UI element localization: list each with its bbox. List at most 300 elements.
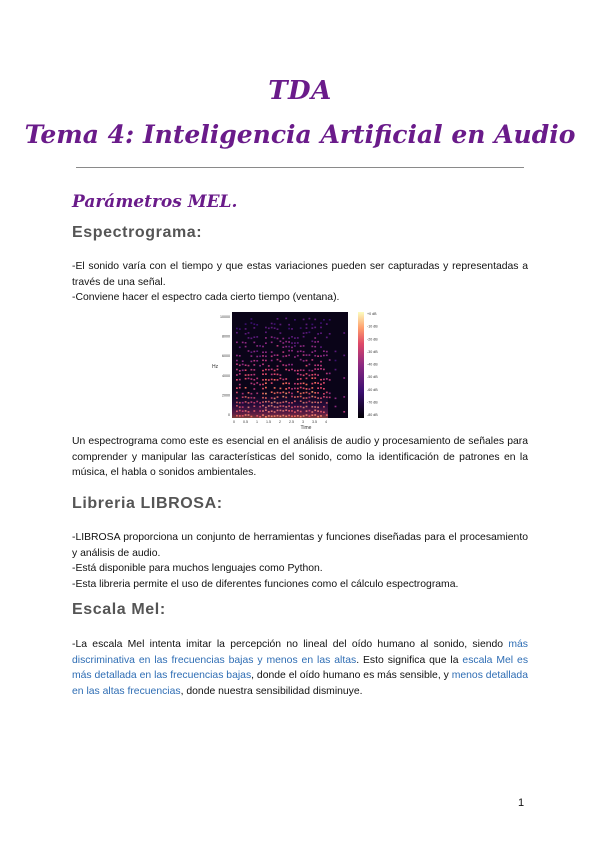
x-tick-label: 1.5 <box>266 420 271 424</box>
spectrogram-cell <box>236 328 238 330</box>
spectrogram-cell <box>280 378 282 380</box>
spectrogram-cell <box>282 364 284 366</box>
spectrogram-cell <box>314 382 316 384</box>
spectrogram-cell <box>282 351 284 353</box>
spectrogram-cell <box>274 379 276 381</box>
spectrogram-cell <box>285 382 287 384</box>
spectrogram-cell <box>300 359 302 361</box>
spectrogram-cell <box>239 370 241 372</box>
spectrogram-cell <box>326 323 328 325</box>
x-tick-label: 1 <box>256 420 258 424</box>
section-title: Parámetros MEL. <box>72 192 238 212</box>
spectrogram-cell <box>282 379 284 381</box>
x-tick-label: 4 <box>325 420 327 424</box>
spectrogram-cell <box>288 350 290 352</box>
y-tick-label: 2000 <box>222 393 230 398</box>
spectrogram-cell <box>311 359 313 361</box>
spectrogram-cell <box>297 355 299 357</box>
spectrogram-cell <box>245 342 247 344</box>
spectrogram-cell <box>262 373 264 375</box>
colorbar-tick-label: -80 dB <box>367 413 378 417</box>
spectrogram-cell <box>306 360 308 362</box>
spectrogram-cell <box>253 342 255 344</box>
x-axis-label: Time <box>300 425 312 430</box>
spectrogram-cell <box>268 365 270 367</box>
spectrogram-cell <box>288 370 290 372</box>
spectrogram-cell <box>236 360 238 362</box>
spectrogram-cell <box>320 379 322 381</box>
spectrogram-cell <box>245 323 247 325</box>
spectrogram-cell <box>335 406 337 408</box>
spectrogram-cell <box>300 374 302 376</box>
spectrogram-cell <box>335 369 337 371</box>
spectrogram-cell <box>314 374 316 376</box>
spectrogram-cell <box>320 365 322 367</box>
spectrogram-cell <box>311 383 313 385</box>
spectrogram-cell <box>282 356 284 358</box>
spectrogram-cell <box>277 354 279 356</box>
spectrogram-cell <box>256 324 258 326</box>
spectrogram-cell <box>303 345 305 347</box>
spectrogram-cell <box>303 383 305 385</box>
spectrogram-cell <box>288 346 290 348</box>
spectrogram-cell <box>314 341 316 343</box>
spectrogram-cell <box>253 374 255 376</box>
spectrogram-cell <box>248 337 250 339</box>
colorbar-tick-labels <box>367 312 378 417</box>
spectrogram-cell <box>314 337 316 339</box>
spectrogram-cell <box>343 332 345 334</box>
spectrogram-cell <box>256 356 258 358</box>
mel-paragraph <box>72 637 528 699</box>
spectrogram-cell <box>303 351 305 353</box>
spectrogram-cell <box>306 354 308 356</box>
spectrogram-cell <box>291 350 293 352</box>
spectrogram-cell <box>242 342 244 344</box>
spectrogram-cell <box>251 351 253 353</box>
spectrogram-cell <box>311 341 313 343</box>
spectrogram-cell <box>335 398 337 400</box>
spectrogram-cell <box>277 374 279 376</box>
spectrogram-cell <box>251 318 253 320</box>
x-tick-label: 0.5 <box>243 420 248 424</box>
spectrogram-cell <box>294 356 296 358</box>
spectrogram-cell <box>335 351 337 353</box>
spectrogram-cell <box>306 365 308 367</box>
colorbar-tick-label: -70 dB <box>367 400 378 405</box>
colorbar-tick-label: -40 dB <box>367 362 378 367</box>
spectrogram-cell <box>236 342 238 344</box>
spectrogram-cell <box>251 383 253 385</box>
spectrogram-cell <box>256 360 258 362</box>
spectrogram-cell <box>329 319 331 321</box>
spectrogram-cell <box>300 378 302 380</box>
spectrogram-cell <box>251 378 253 380</box>
spectrogram-cell <box>303 336 305 338</box>
spectrogram-cell <box>271 351 273 353</box>
spectrogram-cell <box>309 370 311 372</box>
spectrogram-figure <box>208 310 404 430</box>
spectrogram-cell <box>271 327 273 329</box>
spectrogram-cell <box>285 341 287 343</box>
spectrogram-cell <box>239 365 241 367</box>
spectrogram-cell <box>326 373 328 375</box>
y-tick-label: 0 <box>228 413 230 417</box>
spectrogram-cell <box>239 373 241 375</box>
spectrogram-cell <box>343 355 345 357</box>
spectrogram-cell <box>309 318 311 320</box>
spectrogram-cell <box>251 322 253 324</box>
spectrogram-cell <box>253 336 255 338</box>
spectrogram-cell <box>256 350 258 352</box>
mel-text-3: , donde el oído humano es más sensible, y <box>251 670 452 681</box>
spectrogram-cell <box>236 374 238 376</box>
spectrogram-cell <box>288 324 290 326</box>
spectrogram-cell <box>280 324 282 326</box>
spectrogram-cell <box>265 332 267 334</box>
spectrogram-cell <box>303 332 305 334</box>
spectrogram-cell <box>297 342 299 344</box>
mel-text-4: , donde nuestra sensibilidad disminuye. <box>180 685 363 697</box>
spectrogram-cell <box>285 365 287 367</box>
spectrogram-cell <box>265 360 267 362</box>
spectrogram-cell <box>277 345 279 347</box>
spectrogram-cell <box>265 379 267 381</box>
y-tick-labels <box>220 315 230 417</box>
spectrogram-cell <box>303 319 305 321</box>
spectrogram-cell <box>323 369 325 371</box>
spectrogram-cell <box>253 360 255 362</box>
spectrogram-cell <box>317 374 319 376</box>
spectrogram-cell <box>274 337 276 339</box>
spectrogram-cell <box>265 342 267 344</box>
spectrogram-cell <box>262 379 264 381</box>
spectrogram-cell <box>271 382 273 384</box>
spectrogram-cell <box>236 379 238 381</box>
spectrogram-cell <box>311 327 313 329</box>
spectrogram-cell <box>288 364 290 366</box>
spectrogram-cell <box>294 383 296 385</box>
spectrogram-cell <box>294 370 296 372</box>
spectrogram-cell <box>268 379 270 381</box>
spectrogram-cell <box>265 373 267 375</box>
spectrogram-cell <box>303 354 305 356</box>
document-title: TDA <box>268 76 332 106</box>
spectrogram-cell <box>306 324 308 326</box>
y-tick-label: 10000 <box>220 315 230 319</box>
spectrogram-cell <box>285 355 287 357</box>
espectrograma-caption: Un espectrograma como este es esencial en el análisis de audio y procesamiento de señales para comprender y manipular las características del sonido, como la identificación de patrones en la música, el habla o sonidos ambientales. <box>72 436 528 478</box>
spectrogram-cell <box>320 384 322 386</box>
spectrogram-cell <box>294 319 296 321</box>
spectrogram-cell <box>274 354 276 356</box>
spectrogram-cell <box>311 351 313 353</box>
spectrogram-cell <box>239 379 241 381</box>
spectrogram-cell <box>317 382 319 384</box>
spectrogram-cell <box>311 324 313 326</box>
mel-highlight-1: más discriminativa en las frecuencias bajas y menos en las altas <box>72 639 528 666</box>
spectrogram-cell <box>256 336 258 338</box>
spectrogram-cell <box>268 328 270 330</box>
spectrogram-cell <box>271 374 273 376</box>
spectrogram-cell <box>245 364 247 366</box>
spectrogram-cell <box>271 356 273 358</box>
header-divider <box>76 167 524 168</box>
spectrogram-cell <box>274 323 276 325</box>
spectrogram-cell <box>248 378 250 380</box>
spectrogram-cell <box>277 328 279 330</box>
spectrogram-cell <box>303 370 305 372</box>
spectrogram-cell <box>262 384 264 386</box>
spectrogram-cell <box>282 346 284 348</box>
spectrogram-cell <box>314 355 316 357</box>
spectrogram-cell <box>271 369 273 371</box>
colorbar-tick-label: -20 dB <box>367 337 378 342</box>
spectrogram-cell <box>259 384 261 386</box>
spectrogram-cell <box>311 346 313 348</box>
colorbar-tick-label: -10 dB <box>367 324 378 329</box>
librosa-body <box>72 530 528 592</box>
spectrogram-cell <box>326 337 328 339</box>
spectrogram-cell <box>297 351 299 353</box>
spectrogram-cell <box>253 323 255 325</box>
spectrogram-cell <box>239 347 241 349</box>
spectrogram-cell <box>306 327 308 329</box>
spectrogram-cell <box>242 370 244 372</box>
spectrogram-cell <box>280 332 282 334</box>
y-tick-label: 6000 <box>222 354 230 359</box>
spectrogram-cell <box>245 346 247 348</box>
spectrogram-cell <box>300 350 302 352</box>
spectrogram-cell <box>306 373 308 375</box>
spectrogram-cell <box>239 384 241 386</box>
spectrogram-cell <box>282 342 284 344</box>
spectrogram-cell <box>300 383 302 385</box>
spectrogram-cell <box>311 374 313 376</box>
spectrogram-cell <box>320 346 322 348</box>
spectrogram-cell <box>256 345 258 347</box>
spectrogram-cell <box>277 369 279 371</box>
y-tick-label: 4000 <box>222 373 230 378</box>
mel-highlight-2: escala Mel es más detallada en las frecuencias bajas <box>72 654 529 681</box>
spectrogram-cell <box>311 377 313 379</box>
spectrogram-cell <box>326 355 328 357</box>
spectrogram-cell <box>291 342 293 344</box>
spectrogram-cell <box>262 346 264 348</box>
librosa-paragraph-1: -LIBROSA proporciona un conjunto de herramientas y funciones diseñadas para el procesamiento y análisis de audio. <box>72 532 528 559</box>
spectrogram-cell <box>256 378 258 380</box>
heading-escala-mel: Escala Mel: <box>72 601 166 618</box>
spectrogram-cell <box>323 319 325 321</box>
colorbar-tick-label: -50 dB <box>367 375 378 380</box>
spectrogram-cell <box>253 327 255 329</box>
spectrogram-cell <box>306 384 308 386</box>
spectrogram-cell <box>291 328 293 330</box>
spectrogram-cell <box>265 351 267 353</box>
spectrogram-cell <box>265 382 267 384</box>
spectrogram-cell <box>300 327 302 329</box>
spectrogram-cell <box>291 369 293 371</box>
spectrogram-cell <box>297 373 299 375</box>
spectrogram-cell <box>277 318 279 320</box>
spectrogram-cell <box>297 383 299 385</box>
spectrogram-cell <box>274 373 276 375</box>
spectrogram-cell <box>265 327 267 329</box>
spectrogram-cell <box>253 384 255 386</box>
spectrogram-cell <box>248 365 250 367</box>
low-frequency-band <box>232 388 328 418</box>
heading-librosa: Libreria LIBROSA: <box>72 495 223 512</box>
spectrogram-cell <box>323 382 325 384</box>
spectrogram-cell <box>329 379 331 381</box>
spectrogram-cell <box>317 368 319 370</box>
spectrogram-cell <box>253 379 255 381</box>
spectrogram-cell <box>288 383 290 385</box>
spectrogram-cell <box>251 369 253 371</box>
spectrogram-cell <box>323 379 325 381</box>
spectrogram-cell <box>309 364 311 366</box>
x-tick-label: 3 <box>302 420 304 424</box>
spectrogram-cell <box>343 377 345 379</box>
spectrogram-cell <box>317 355 319 357</box>
page-number: 1 <box>518 797 525 809</box>
spectrogram-cell <box>303 360 305 362</box>
spectrogram-cell <box>282 383 284 385</box>
spectrogram-cell <box>251 355 253 357</box>
spectrogram-cell <box>259 345 261 347</box>
spectrogram-cell <box>236 363 238 365</box>
spectrogram-cell <box>306 378 308 380</box>
spectrogram-cell <box>326 351 328 353</box>
spectrogram-cell <box>314 327 316 329</box>
spectrogram-cell <box>317 364 319 366</box>
spectrogram-cell <box>277 338 279 340</box>
spectrogram-cell <box>245 374 247 376</box>
spectrogram-cell <box>343 411 345 413</box>
spectrogram-cell <box>297 370 299 372</box>
spectrogram-cell <box>256 382 258 384</box>
spectrogram-cell <box>297 337 299 339</box>
spectrogram-cell <box>314 365 316 367</box>
espectrograma-paragraph-1: -El sonido varía con el tiempo y que estas variaciones pueden ser capturadas y representadas a través de una señal. <box>72 261 528 288</box>
spectrogram-cell <box>320 361 322 363</box>
spectrogram-cell <box>288 337 290 339</box>
spectrogram-cell <box>242 360 244 362</box>
spectrogram-cell <box>320 322 322 324</box>
spectrogram-cell <box>300 345 302 347</box>
spectrogram-cell <box>274 370 276 372</box>
spectrogram-cell <box>285 378 287 380</box>
spectrogram-cell <box>265 337 267 339</box>
y-axis-label: Hz <box>212 364 219 370</box>
spectrogram-cell <box>262 370 264 372</box>
spectrogram-cell <box>259 365 261 367</box>
x-tick-label: 2.5 <box>289 420 294 424</box>
spectrogram-cell <box>236 332 238 334</box>
spectrogram-cell <box>291 364 293 366</box>
spectrogram-cell <box>320 368 322 370</box>
spectrogram-cell <box>317 333 319 335</box>
spectrogram-cell <box>309 375 311 377</box>
spectrogram-cell <box>300 369 302 371</box>
spectrogram-cell <box>262 364 264 366</box>
spectrogram-cell <box>268 369 270 371</box>
spectrogram-cell <box>271 336 273 338</box>
spectrogram-cell <box>329 397 331 399</box>
spectrogram-cell <box>259 356 261 358</box>
spectrogram-cell <box>248 374 250 376</box>
spectrogram-cell <box>271 323 273 325</box>
spectrogram-cell <box>288 341 290 343</box>
spectrogram-cell <box>236 355 238 357</box>
spectrogram-cell <box>320 327 322 329</box>
spectrogram-cell <box>265 356 267 358</box>
spectrogram-cell <box>265 369 267 371</box>
spectrogram-cell <box>314 319 316 321</box>
y-tick-label: 8000 <box>222 334 230 339</box>
spectrogram-cell <box>291 336 293 338</box>
spectrogram-cell <box>280 374 282 376</box>
spectrogram-cell <box>248 332 250 334</box>
spectrogram-cell <box>294 342 296 344</box>
spectrogram-cell <box>320 355 322 357</box>
spectrogram-cell <box>242 364 244 366</box>
spectrogram-cell <box>280 341 282 343</box>
x-tick-label: 2 <box>279 420 281 424</box>
spectrogram-cell <box>245 328 247 330</box>
spectrogram-cell <box>306 332 308 334</box>
spectrogram-cell <box>262 360 264 362</box>
spectrogram-cell <box>311 370 313 372</box>
spectrogram-cell <box>314 350 316 352</box>
spectrogram-cell <box>294 345 296 347</box>
spectrogram-cell <box>329 359 331 361</box>
spectrogram-cell <box>277 379 279 381</box>
spectrogram-cell <box>239 328 241 330</box>
spectrogram-cell <box>285 369 287 371</box>
colorbar-tick-label: -30 dB <box>367 349 378 354</box>
spectrogram-cell <box>274 327 276 329</box>
colorbar-tick-label: +0 dB <box>367 312 377 316</box>
spectrogram-cell <box>271 342 273 344</box>
spectrogram-cell <box>285 346 287 348</box>
spectrogram-cell <box>280 361 282 363</box>
document-subtitle: Tema 4: Inteligencia Artificial en Audio <box>24 120 576 149</box>
spectrogram-cell <box>253 351 255 353</box>
spectrogram-cell <box>288 328 290 330</box>
spectrogram-cell <box>239 355 241 357</box>
spectrogram-cell <box>253 369 255 371</box>
spectrogram-cell <box>262 352 264 354</box>
spectrogram-cell <box>309 332 311 334</box>
spectrogram-cell <box>329 393 331 395</box>
spectrogram-cell <box>303 375 305 377</box>
spectrogram-cell <box>343 396 345 398</box>
spectrogram-cell <box>320 332 322 334</box>
spectrogram-cell <box>253 364 255 366</box>
x-tick-label: 0 <box>233 420 235 424</box>
spectrogram-cell <box>335 360 337 362</box>
heading-espectrograma: Espectrograma: <box>72 224 203 241</box>
spectrogram-cell <box>326 378 328 380</box>
spectrogram-cell <box>314 368 316 370</box>
spectrogram-cell <box>245 333 247 335</box>
spectrogram-cell <box>297 379 299 381</box>
spectrogram-cell <box>277 359 279 361</box>
spectrogram-cell <box>288 355 290 357</box>
spectrogram-cell <box>277 365 279 367</box>
mel-highlight-3: menos detallada en las altas frecuencias <box>72 670 528 697</box>
